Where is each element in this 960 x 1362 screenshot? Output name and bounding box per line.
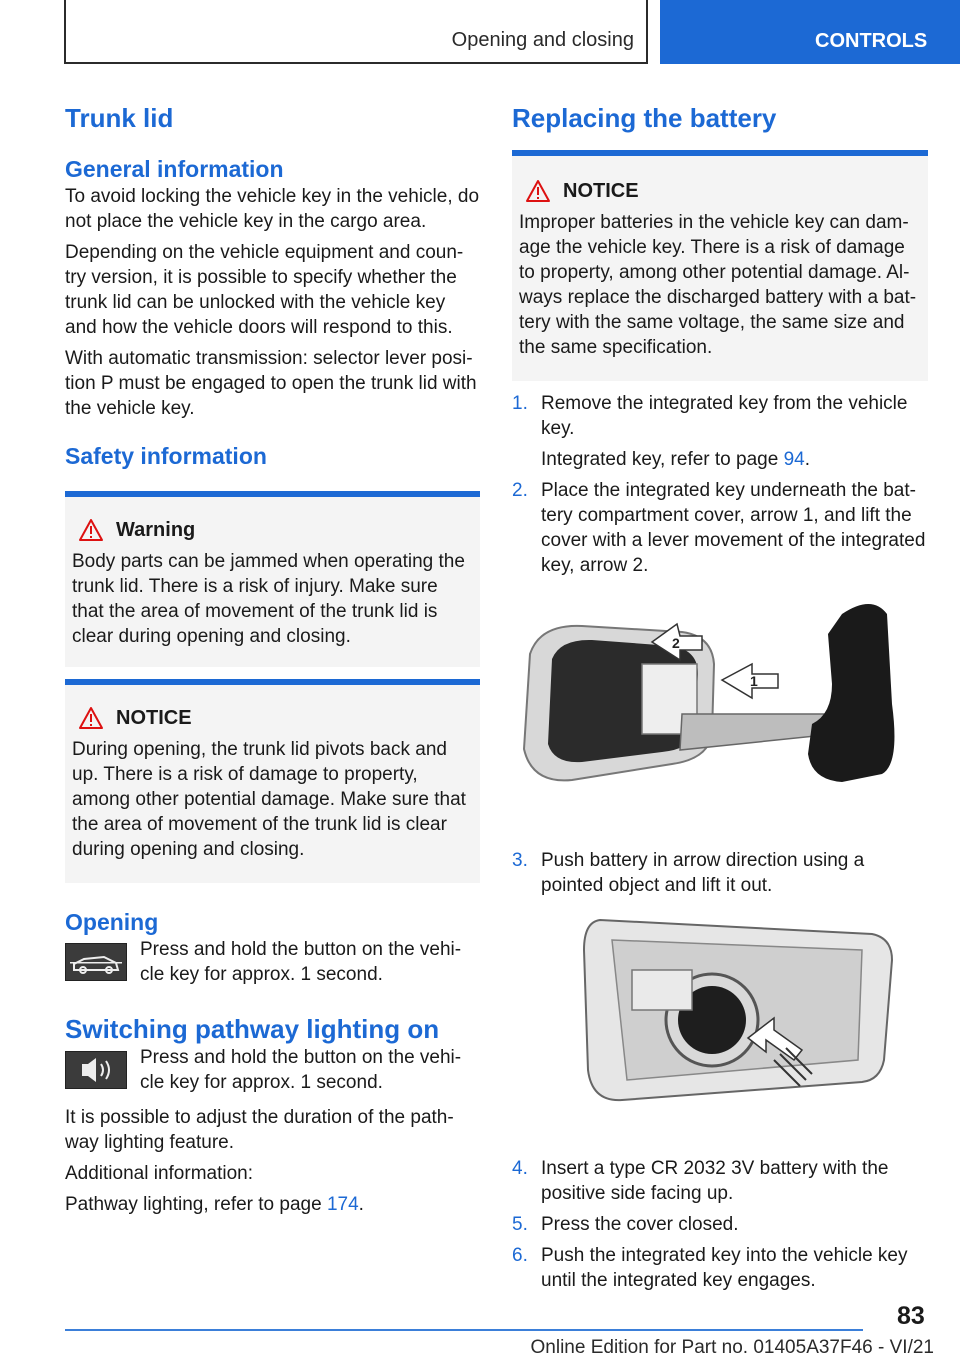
notice-text: Improper batteries in the vehicle key can dam‐age the vehicle key. There is a risk of damage to property, among other potential damage. Al‐ways replace the discharged battery with a bat‐tery with the same voltage, the same size and the same specification. [519,212,917,358]
right-column [512,100,928,1293]
step-5 [512,1212,928,1237]
figure-key-removal [512,584,928,838]
step-number: 5. [512,1214,528,1235]
warning-triangle-icon [78,518,104,542]
paragraph-general-3: With automatic transmission: selector lever posi‐tion P must be engaged to open the trunk lid with the vehicle key. [65,348,477,419]
heading-safety-information: Safety information [65,443,267,469]
step-1-ref-text: Integrated key, refer to page [541,449,784,470]
notice-box-battery [512,150,928,381]
paragraph-general-1: To avoid locking the vehicle key in the vehicle, do not place the vehicle key in the cargo area. [65,186,480,232]
step-1-ref-end: . [804,449,810,470]
notice-title: NOTICE [116,706,192,729]
warning-title: Warning [116,518,196,541]
step-1-sub [541,447,928,472]
step-number: 2. [512,480,528,501]
header-box [64,0,648,64]
notice-title: NOTICE [563,179,639,202]
figure-battery-removal [512,910,928,1140]
step-number: 1. [512,393,528,414]
header-section-title: Opening and closing [451,29,634,51]
step-3 [512,848,928,898]
step-text: Remove the integrated key from the vehicle key. [541,393,908,439]
opening-text: Press and hold the button on the vehi‐cle key for approx. 1 second. [140,939,462,985]
heading-trunk-lid: Trunk lid [65,103,174,133]
warning-header [72,517,474,543]
page-number: 83 [897,1302,925,1330]
battery-compartment-illustration [512,910,928,1140]
notice-box-trunk [65,679,480,883]
heading-replacing-battery: Replacing the battery [512,103,777,133]
warning-box [65,491,480,667]
key-fob-illustration [512,584,928,838]
car-trunk-button-icon [65,943,127,981]
warning-triangle-icon [525,179,551,203]
page-link-174[interactable]: 174 [326,1194,359,1215]
paragraph-pathway-1: It is possible to adjust the duration of the path‐way lighting feature. [65,1107,454,1153]
step-text: Push the integrated key into the vehicle key until the integrated key engages. [541,1245,908,1291]
footer-divider [65,1329,863,1331]
paragraph-pathway-3 [65,1192,480,1217]
step-number: 4. [512,1158,528,1179]
paragraph-pathway-2: Additional information: [65,1163,253,1184]
step-2 [512,478,928,578]
steps-list [512,391,928,1293]
left-column [65,100,480,1223]
step-6 [512,1243,928,1293]
step-4 [512,1156,928,1206]
notice-header [72,705,474,731]
step-1 [512,391,928,472]
step-text: Press the cover closed. [541,1214,739,1235]
arrow-label-2: 2 [672,635,680,651]
warning-text: Body parts can be jammed when operating the trunk lid. There is a risk of injury. Make sure that the area of movement of the trunk lid is clear during opening and closing. [72,551,465,647]
step-number: 6. [512,1245,528,1266]
paragraph-general-2: Depending on the vehicle equipment and coun‐try version, it is possible to specify whether the trunk lid can be unlocked with the vehicle key and how the vehicle doors will respond to this. [65,242,464,338]
page-link-94[interactable]: 94 [783,449,805,470]
step-number: 3. [512,850,528,871]
step-text: Insert a type CR 2032 3V battery with the positive side facing up. [541,1158,889,1204]
notice-text: During opening, the trunk lid pivots back and up. There is a risk of damage to property, among other potential damage. Make sure that the area of movement of the trunk lid is clear during opening and closing. [72,739,466,860]
opening-instruction [65,939,480,987]
step-text: Place the integrated key underneath the bat‐tery compartment cover, arrow 1, and lift the cover with a lever movement of the integrated key, arrow 2. [541,480,926,576]
pathway-ref-end: . [358,1194,364,1215]
header-chapter-label: CONTROLS [815,30,928,52]
warning-triangle-icon [78,706,104,730]
arrow-label-1: 1 [750,673,758,689]
step-text: Push battery in arrow direction using a pointed object and lift it out. [541,850,865,896]
footer-edition: Online Edition for Part no. 01405A37F46 - VI/21 [530,1337,934,1358]
light-button-icon [65,1051,127,1089]
heading-opening: Opening [65,909,159,935]
notice-header [519,178,922,204]
heading-pathway-lighting: Switching pathway lighting on [65,1014,440,1044]
pathway-instruction [65,1047,480,1095]
pathway-text: Press and hold the button on the vehi‐cle key for approx. 1 second. [140,1047,462,1093]
heading-general-information: General information [65,156,284,182]
header-chapter-tab [660,0,960,64]
pathway-ref-text: Pathway lighting, refer to page [65,1194,327,1215]
